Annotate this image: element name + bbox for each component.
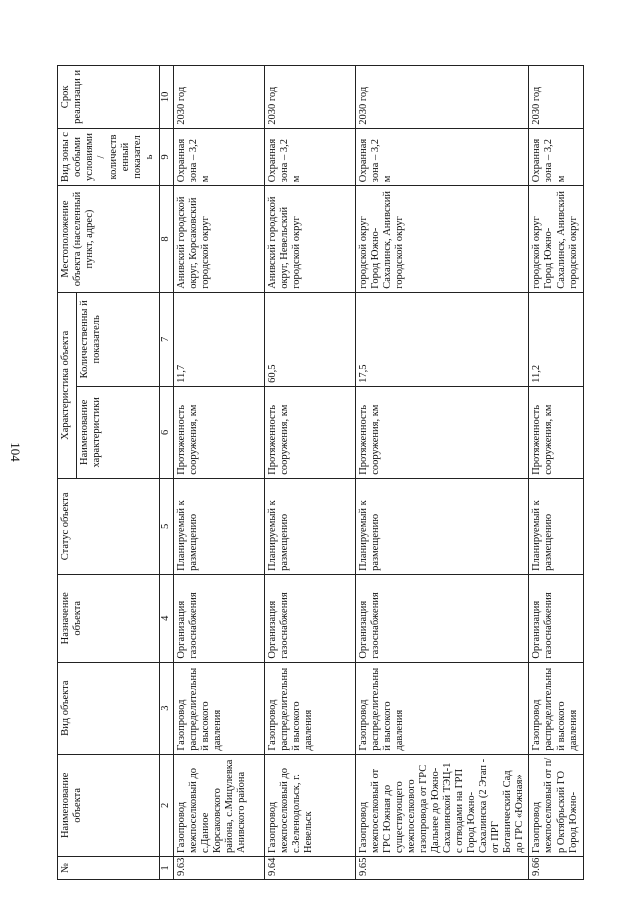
cell-char-value: 60,5: [264, 292, 355, 386]
cell-type: Газопровод распределительны й высокого давления: [264, 662, 355, 754]
header-row: [58, 66, 77, 880]
cell-char-name: Протяженность сооружения, км: [355, 386, 529, 478]
cell-no: 9.64: [264, 857, 355, 880]
table-row: [355, 66, 529, 880]
cell-char-value: 17,5: [355, 292, 529, 386]
col-number: 3: [159, 662, 173, 754]
header-term: Срок реализаци и: [58, 66, 160, 129]
cell-zone: Охранная зона – 3,2 м: [355, 128, 529, 185]
objects-table: [57, 65, 584, 880]
cell-location: городской округ Город Южно-Сахалинск, Анивский городской округ: [355, 186, 529, 293]
table-row: [173, 66, 264, 880]
cell-status: Планируемый к размещению: [264, 478, 355, 574]
cell-status: Планируемый к размещению: [529, 478, 584, 574]
cell-location: Анивский городской округ, Невельский городской округ: [264, 186, 355, 293]
cell-purpose: Организация газоснабжения: [264, 574, 355, 662]
cell-location: городской округ Город Южно-Сахалинск, Анивский городской округ: [529, 186, 584, 293]
cell-purpose: Организация газоснабжения: [355, 574, 529, 662]
col-number: 4: [159, 574, 173, 662]
col-number: 6: [159, 386, 173, 478]
col-number: 1: [159, 857, 173, 880]
page-number: [0, 444, 30, 464]
cell-name: Газопровод межпоселковый до с.Зеленодольск, г. Невельск: [264, 754, 355, 856]
header-zone: Вид зоны с особыми условиями / количеств енный показател ь: [58, 128, 160, 185]
column-numbers-row: [159, 66, 173, 880]
col-number: 2: [159, 754, 173, 856]
cell-purpose: Организация газоснабжения: [529, 574, 584, 662]
cell-char-value: 11,7: [173, 292, 264, 386]
header-type: Вид объекта: [58, 662, 160, 754]
rotated-table-wrapper: [57, 10, 632, 880]
header-char-value: Количественны й показатель: [76, 292, 159, 386]
cell-char-value: 11,2: [529, 292, 584, 386]
cell-name: Газопровод межпоселковый от ГРС Южная до существующего межпоселкового газопровода от ГРС Дальнее до Южно-Сахалинской ТЭЦ-1 с отводами на ГРП Город Южно-Сахалинска (2 Этап - от ПРГ Ботанический Сад до ГРС «Южная»: [355, 754, 529, 856]
table-row: [529, 66, 584, 880]
header-status: Статус объекта: [58, 478, 160, 574]
cell-no: 9.66: [529, 857, 584, 880]
cell-term: 2030 год: [355, 66, 529, 129]
cell-type: Газопровод распределительны й высокого давления: [529, 662, 584, 754]
cell-zone: Охранная зона – 3,2 м: [264, 128, 355, 185]
cell-term: 2030 год: [264, 66, 355, 129]
cell-name: Газопровод межпоселковый от п/р Октябрьский ГО Город Южно-: [529, 754, 584, 856]
col-number: 8: [159, 186, 173, 293]
cell-type: Газопровод распределительны й высокого давления: [173, 662, 264, 754]
page-number-text: 104: [8, 442, 23, 462]
col-number: 7: [159, 292, 173, 386]
header-name: Наименование объекта: [58, 754, 160, 856]
col-number: 10: [159, 66, 173, 129]
cell-term: 2030 год: [529, 66, 584, 129]
header-char-name: Наименование характеристики: [76, 386, 159, 478]
cell-char-name: Протяженность сооружения, км: [529, 386, 584, 478]
cell-status: Планируемый к размещению: [355, 478, 529, 574]
cell-zone: Охранная зона – 3,2 м: [529, 128, 584, 185]
header-location: Местоположение объекта (населенный пункт, адрес): [58, 186, 160, 293]
cell-type: Газопровод распределительны й высокого давления: [355, 662, 529, 754]
header-purpose: Назначение объекта: [58, 574, 160, 662]
cell-char-name: Протяженность сооружения, км: [264, 386, 355, 478]
cell-term: 2030 год: [173, 66, 264, 129]
table-row: [264, 66, 355, 880]
cell-no: 9.65: [355, 857, 529, 880]
cell-purpose: Организация газоснабжения: [173, 574, 264, 662]
cell-location: Анивский городской округ, Корсаковский городской округ: [173, 186, 264, 293]
cell-status: Планируемый к размещению: [173, 478, 264, 574]
cell-name: Газопровод межпоселковый до с.Даниое Корсаковского района, с.Мицулевка Анивского района: [173, 754, 264, 856]
cell-no: 9.63: [173, 857, 264, 880]
header-no: №: [58, 857, 160, 880]
header-characteristics: Характеристика объекта: [58, 292, 77, 478]
cell-zone: Охранная зона – 3,2 м: [173, 128, 264, 185]
cell-char-name: Протяженность сооружения, км: [173, 386, 264, 478]
col-number: 5: [159, 478, 173, 574]
col-number: 9: [159, 128, 173, 185]
